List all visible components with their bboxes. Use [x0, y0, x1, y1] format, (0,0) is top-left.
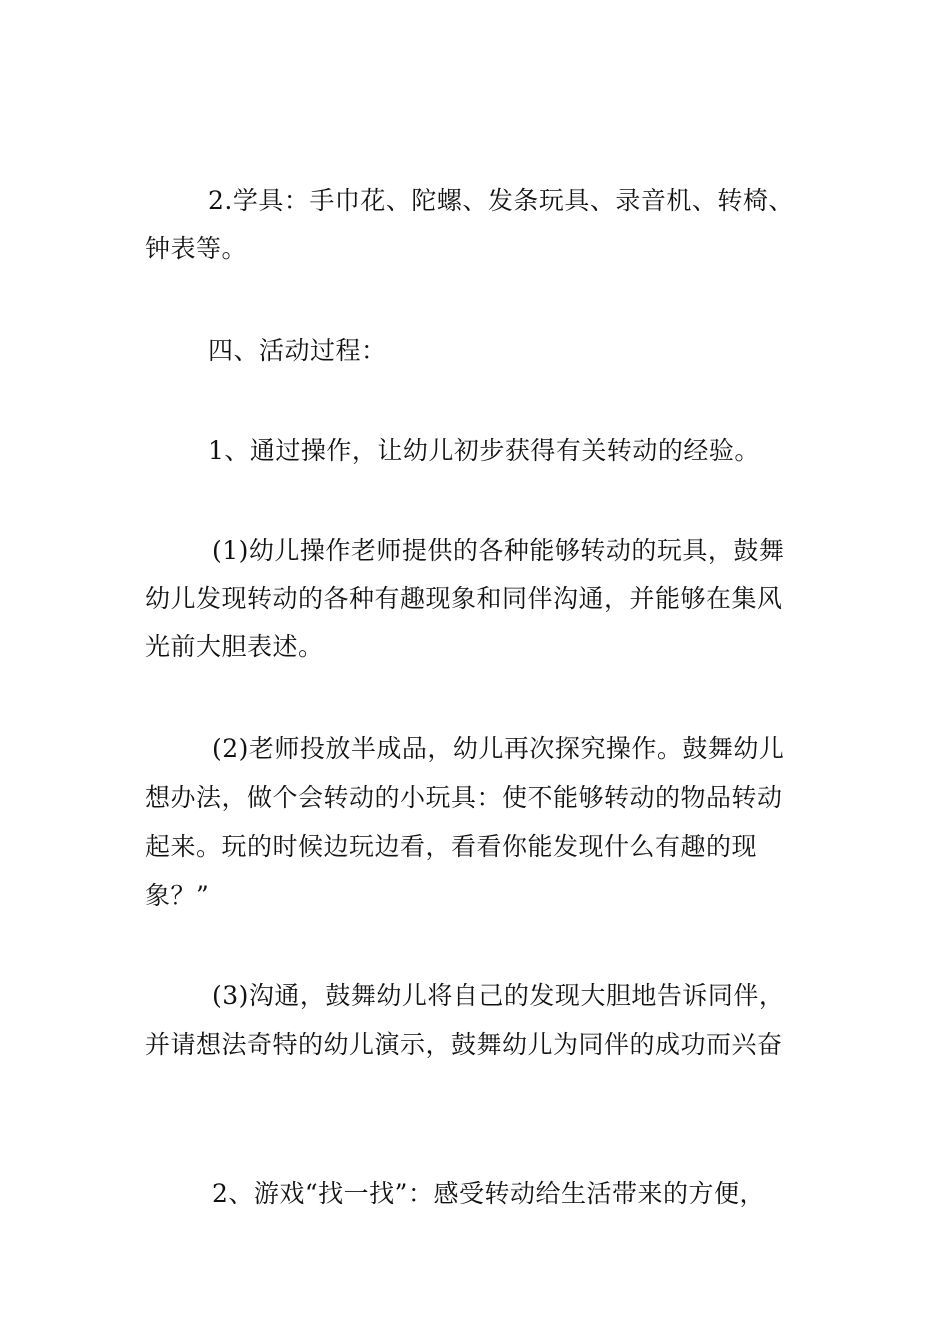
part-3-line-2: 并请想法奇特的幼儿演示，鼓舞幼儿为同伴的成功而兴奋	[145, 1030, 783, 1059]
part-1-line-3: 光前大胆表述。	[145, 632, 324, 661]
step-one-line-1: 1、通过操作，让幼儿初步获得有关转动的经验。	[208, 436, 760, 465]
part-2-line-2: 想办法，做个会转动的小玩具：使不能够转动的物品转动	[145, 783, 783, 812]
part-2-line-4: 象？”	[145, 881, 210, 910]
part-1-line-2: 幼儿发现转动的各种有趣现象和同伴沟通，并能够在集风	[145, 584, 783, 613]
materials-line-2: 钟表等。	[145, 234, 248, 263]
materials-line-1: 2.学具：手巾花、陀螺、发条玩具、录音机、转椅、	[208, 186, 794, 215]
part-2-line-3: 起来。玩的时候边玩边看，看看你能发现什么有趣的现	[145, 832, 758, 861]
part-3-line-1: (3)沟通，鼓舞幼儿将自己的发现大胆地告诉同伴，	[212, 981, 785, 1010]
step-two-line-1: 2、游戏“找一找”：感受转动给生活带来的方便，	[212, 1179, 765, 1208]
section-heading: 四、活动过程：	[208, 336, 387, 365]
part-1-line-1: (1)幼儿操作老师提供的各种能够转动的玩具，鼓舞	[212, 536, 785, 565]
part-2-line-1: (2)老师投放半成品，幼儿再次探究操作。鼓舞幼儿	[212, 734, 785, 763]
